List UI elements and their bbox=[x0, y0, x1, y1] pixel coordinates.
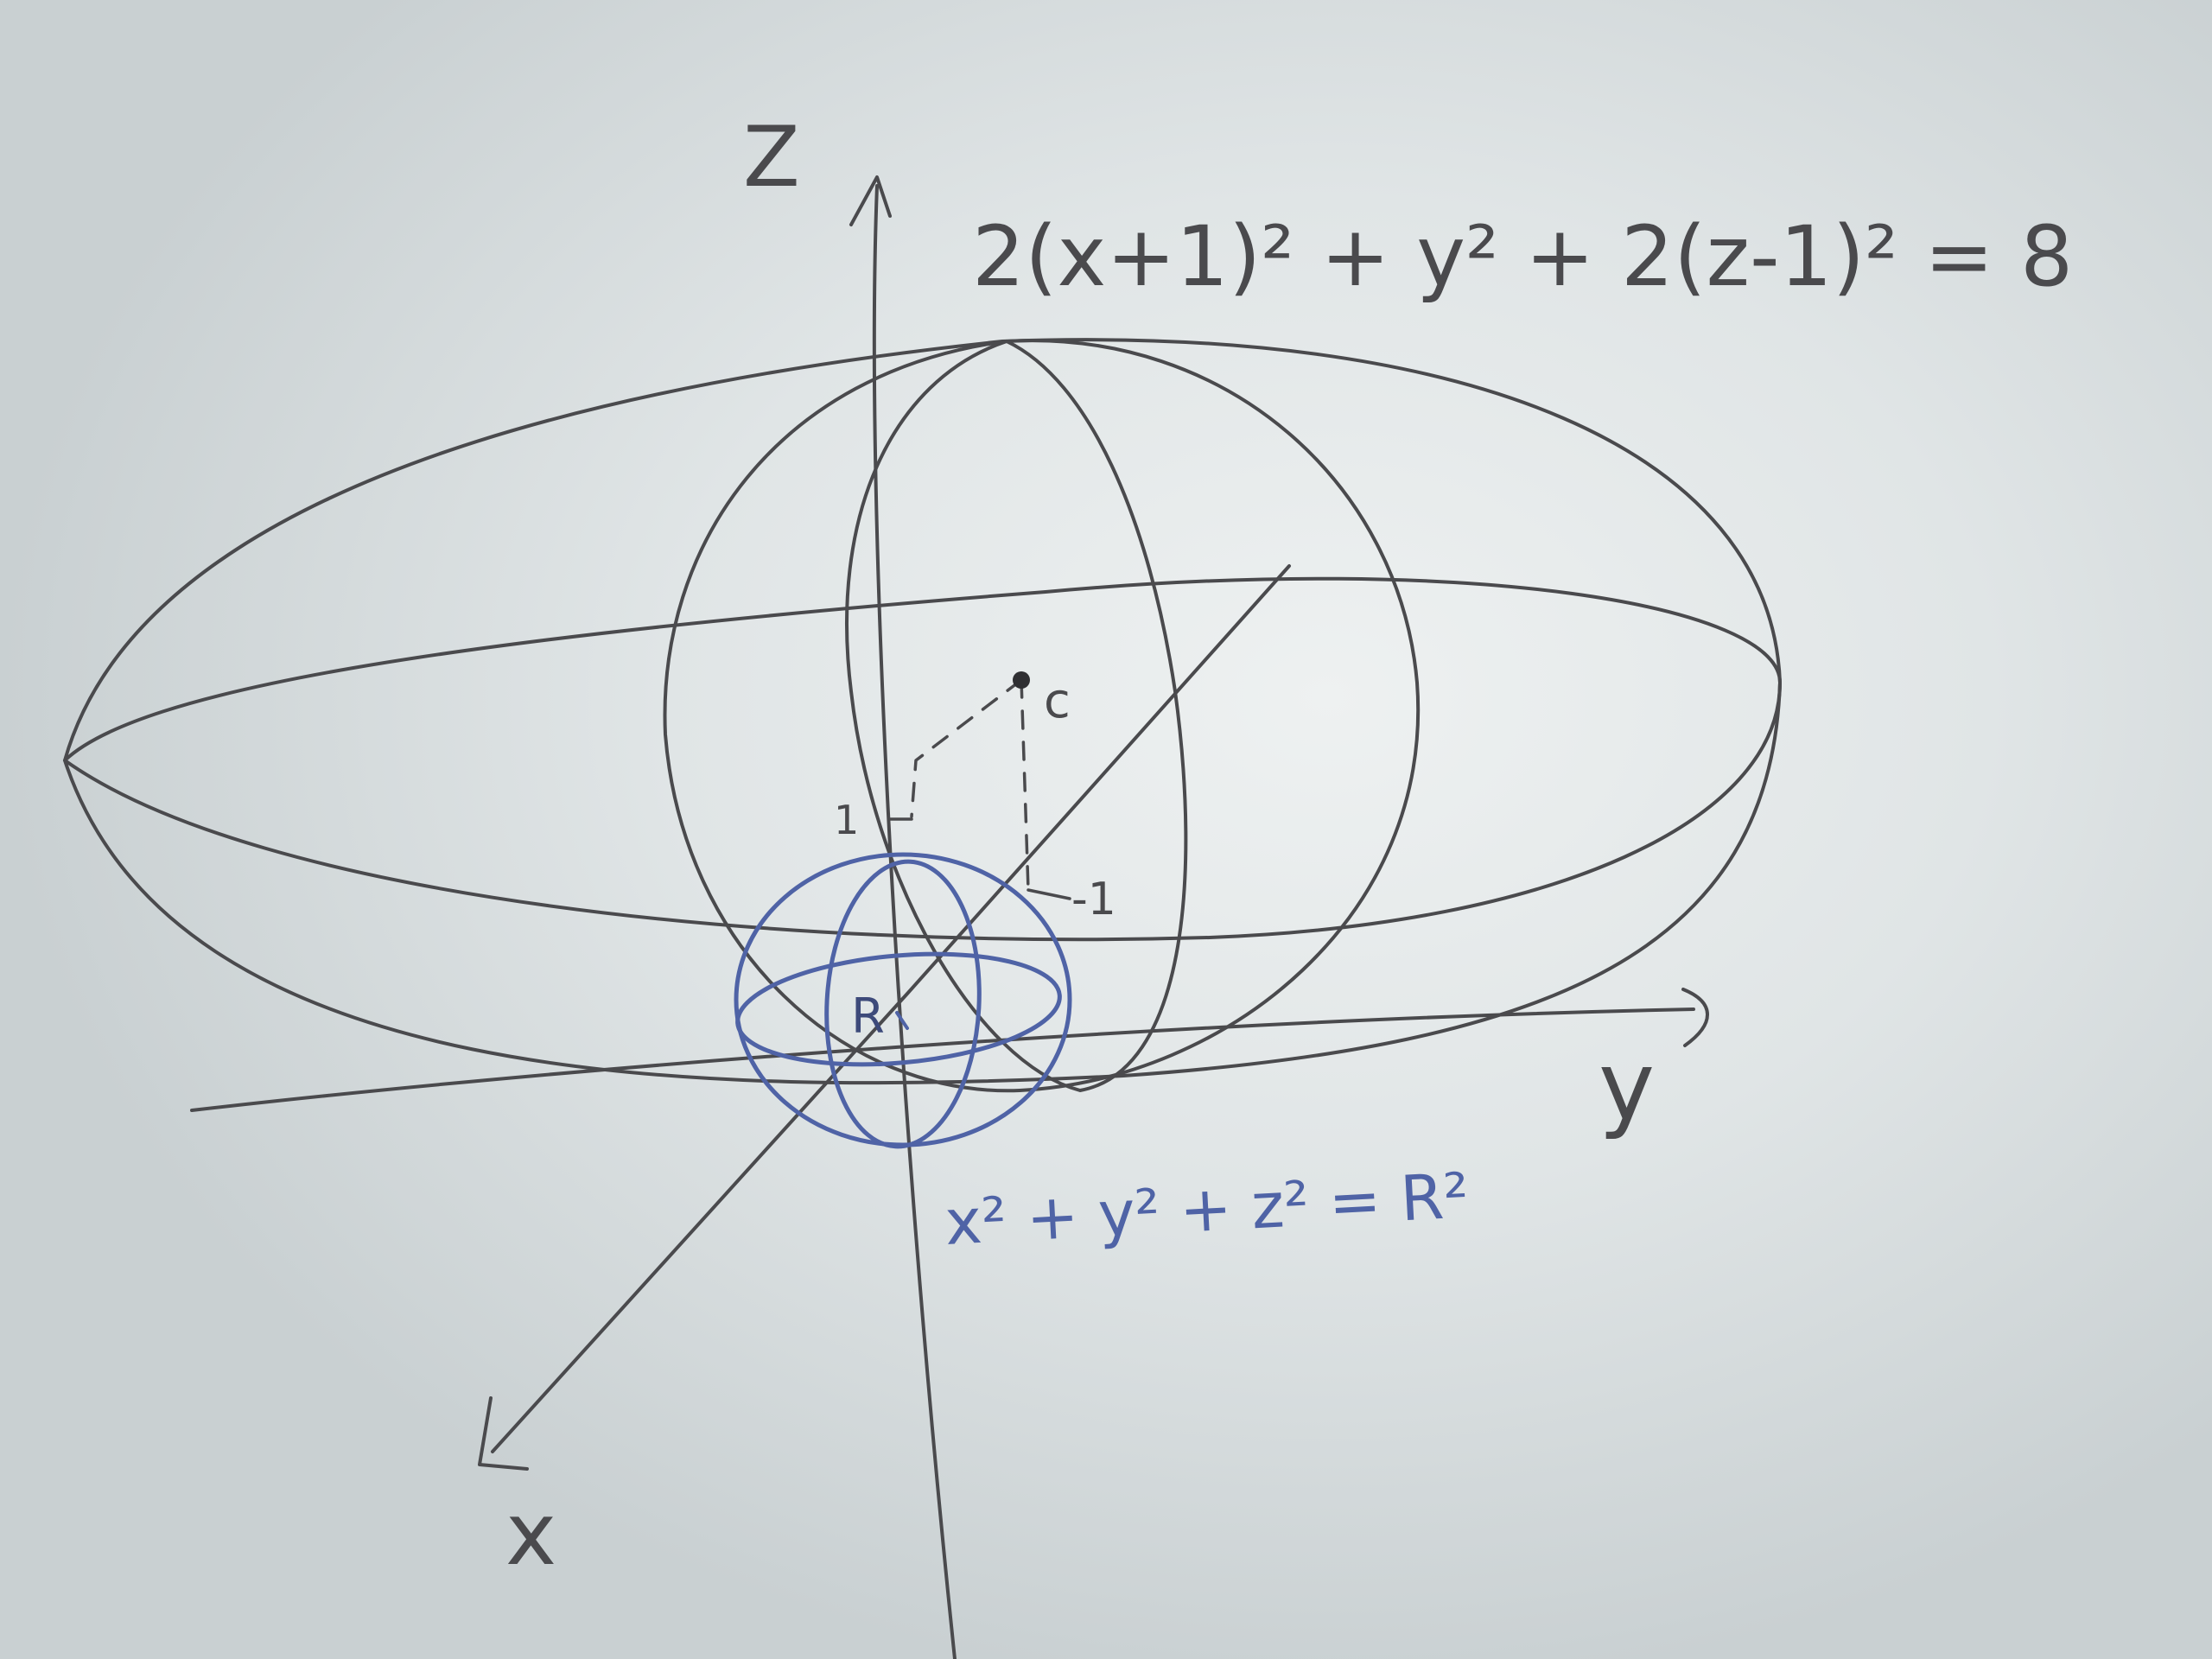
sphere-equation-text: x² + y² + z² = R² bbox=[943, 1159, 1471, 1259]
ellipsoid-equation-text: 2(x+1)² + y² + 2(z-1)² = 8 bbox=[972, 208, 2074, 305]
center-label: c bbox=[1044, 673, 1071, 729]
x-axis-label: x bbox=[505, 1484, 557, 1585]
z-axis-label: Z bbox=[743, 109, 800, 206]
radius-label: R bbox=[851, 988, 885, 1045]
center-point bbox=[1013, 671, 1030, 689]
y-axis-label: y bbox=[1599, 1031, 1656, 1141]
z-tick-label: 1 bbox=[834, 797, 860, 843]
x-tick-label: -1 bbox=[1071, 874, 1116, 925]
equation-ellipsoid bbox=[972, 208, 2073, 305]
